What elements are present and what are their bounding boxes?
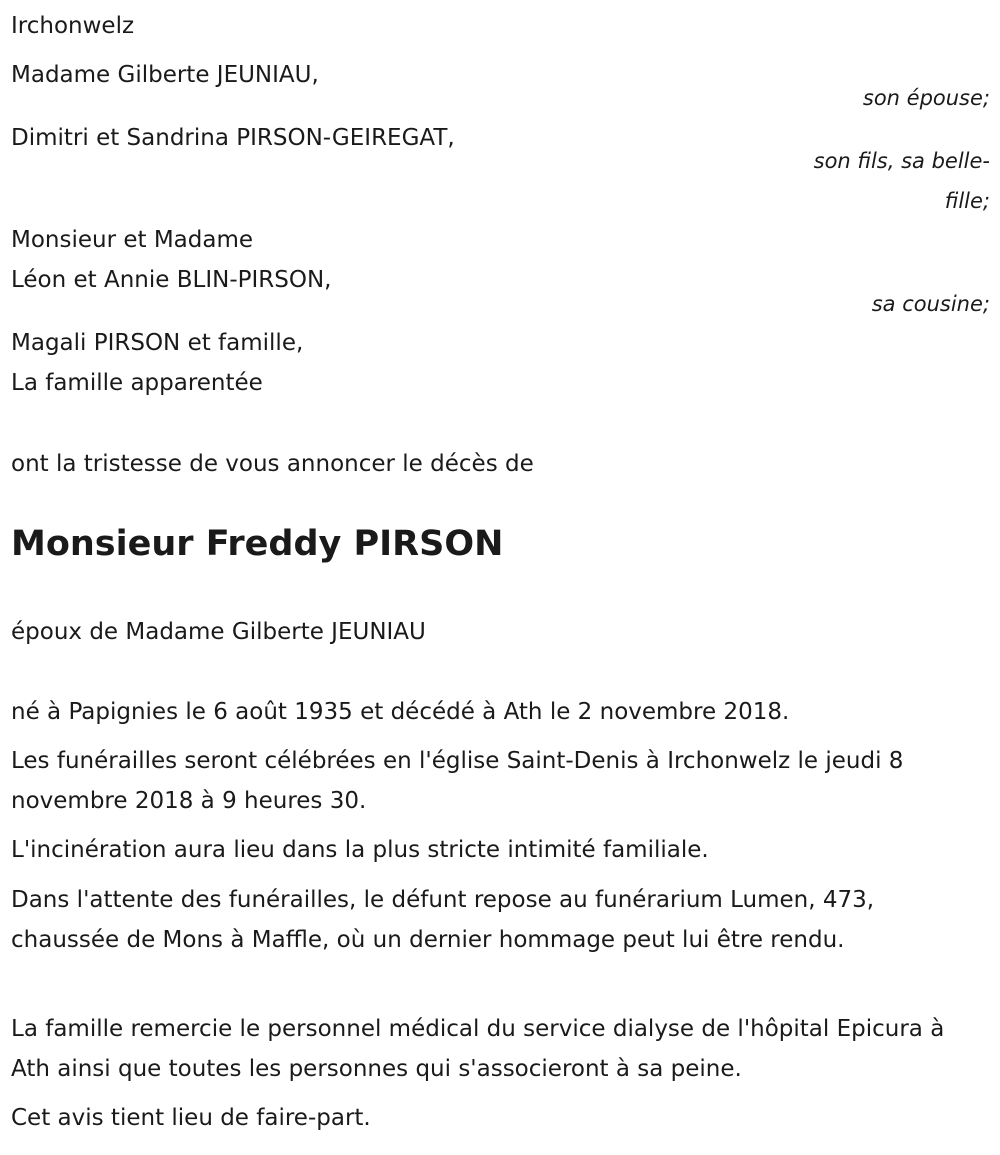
mourner-spouse-name: Madame Gilberte JEUNIAU,: [11, 62, 319, 88]
mourner-cousin-relation: sa cousine;: [871, 292, 990, 316]
funeral-paragraph: Les funérailles seront célébrées en l'église Saint-Denis à Irchonwelz le jeudi 8 novembre 2018 à 9 heures 30.: [11, 748, 904, 814]
spouse-of-text: époux de Madame Gilberte JEUNIAU: [11, 619, 426, 645]
closing-paragraph: Cet avis tient lieu de faire-part.: [11, 1105, 371, 1131]
mourner-son-relation-line1: son fils, sa belle-: [813, 149, 990, 173]
deceased-name: Monsieur Freddy PIRSON: [11, 524, 504, 564]
birth-death-paragraph: né à Papignies le 6 août 1935 et décédé à Ath le 2 novembre 2018.: [11, 699, 790, 725]
thanks-paragraph: La famille remercie le personnel médical du service dialyse de l'hôpital Epicura à Ath ainsi que toutes les personnes qui s'associeront à sa peine.: [11, 1016, 945, 1082]
mourner-cousin-name-line2: Léon et Annie BLIN-PIRSON,: [11, 267, 332, 293]
mourner-spouse-relation: son épouse;: [862, 86, 990, 110]
announcement-text: ont la tristesse de vous annoncer le décès de: [11, 451, 534, 477]
mourner-family-line1: Magali PIRSON et famille,: [11, 330, 304, 356]
mourner-family-line2: La famille apparentée: [11, 370, 263, 396]
cremation-paragraph: L'incinération aura lieu dans la plus stricte intimité familiale.: [11, 837, 709, 863]
mourner-son-name: Dimitri et Sandrina PIRSON-GEIREGAT,: [11, 125, 455, 151]
mourner-son-relation-line2: fille;: [944, 189, 990, 213]
funerarium-paragraph: Dans l'attente des funérailles, le défunt repose au funérarium Lumen, 473, chaussée de Mons à Maffle, où un dernier hommage peut lui être rendu.: [11, 887, 875, 953]
location-heading: Irchonwelz: [11, 13, 135, 39]
mourner-cousin-name-line1: Monsieur et Madame: [11, 227, 254, 253]
